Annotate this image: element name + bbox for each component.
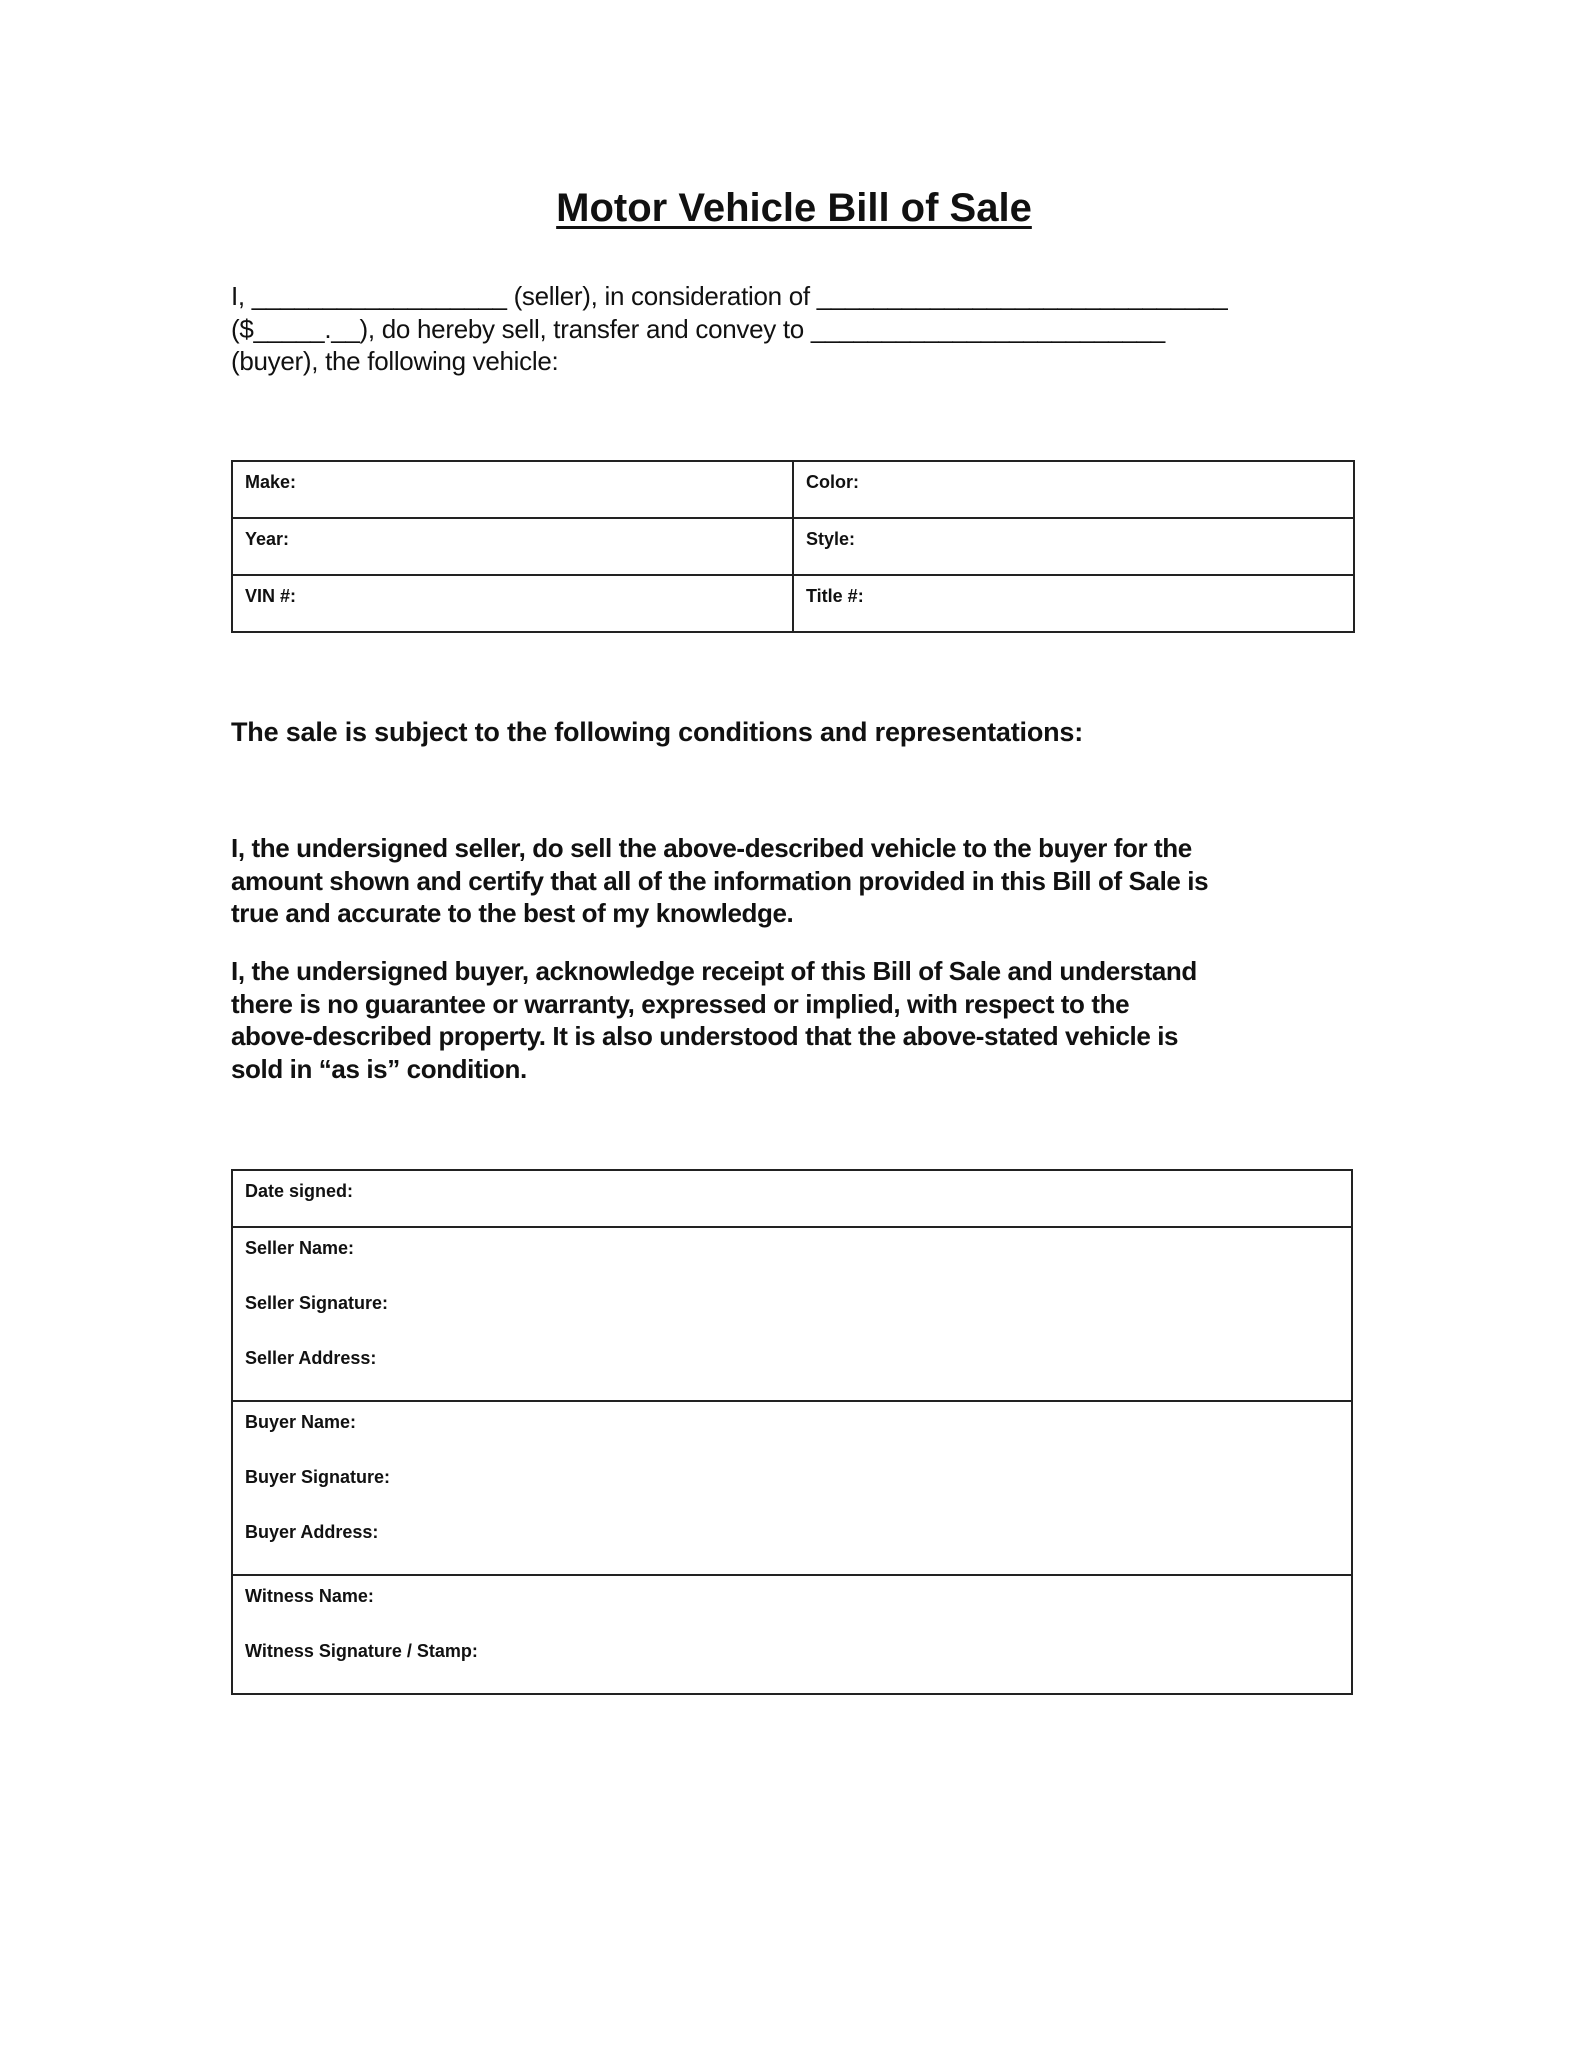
paragraph-line: I, the undersigned buyer, acknowledge receipt of this Bill of Sale and understand	[231, 956, 1197, 986]
intro-paragraph	[231, 280, 1227, 378]
paragraph-line: above-described property. It is also understood that the above-stated vehicle is	[231, 1021, 1179, 1051]
seller-signature-field[interactable]: Seller Signature:	[245, 1293, 389, 1313]
buyer-section	[232, 1401, 1352, 1575]
conditions-heading: The sale is subject to the following conditions and representations:	[231, 717, 1084, 747]
seller-name-field[interactable]: Seller Name:	[245, 1238, 355, 1258]
color-field[interactable]: Color:	[793, 461, 1354, 518]
intro-line: (buyer), the following vehicle:	[231, 346, 559, 376]
witness-section	[232, 1575, 1352, 1694]
seller-address-field[interactable]: Seller Address:	[245, 1348, 377, 1368]
paragraph-line: there is no guarantee or warranty, expressed or implied, with respect to the	[231, 988, 1130, 1019]
intro-line: ($_____.__), do hereby sell, transfer and convey to _________________________	[231, 313, 1165, 344]
vehicle-table	[231, 460, 1355, 633]
buyer-address-field[interactable]: Buyer Address:	[245, 1522, 379, 1542]
paragraph-line: sold in “as is” condition.	[231, 1053, 527, 1084]
date-section	[232, 1170, 1352, 1227]
buyer-name-field[interactable]: Buyer Name:	[245, 1412, 357, 1432]
date-cell	[232, 1170, 1352, 1227]
paragraph-line: I, the undersigned seller, do sell the above-described vehicle to the buyer for the	[231, 833, 1192, 863]
intro-line: I, __________________ (seller), in consideration of _____________________________	[231, 281, 1228, 311]
buyer-signature-field[interactable]: Buyer Signature:	[245, 1467, 391, 1487]
title-text: Motor Vehicle Bill of Sale	[556, 186, 1032, 230]
make-field[interactable]: Make:	[232, 461, 793, 518]
buyer-cell	[232, 1401, 1352, 1575]
title-number-field[interactable]: Title #:	[793, 575, 1354, 632]
witness-name-field[interactable]: Witness Name:	[245, 1586, 374, 1606]
seller-cell	[232, 1227, 1352, 1401]
paragraph-line: amount shown and certify that all of the information provided in this Bill of Sale is	[231, 865, 1209, 896]
vin-field[interactable]: VIN #:	[232, 575, 793, 632]
witness-cell	[232, 1575, 1352, 1694]
style-field[interactable]: Style:	[793, 518, 1354, 575]
table-row	[232, 575, 1354, 632]
date-signed-field[interactable]: Date signed:	[245, 1181, 354, 1201]
witness-signature-field[interactable]: Witness Signature / Stamp:	[245, 1641, 478, 1661]
table-row	[232, 461, 1354, 518]
seller-paragraph	[231, 832, 1208, 930]
signature-table	[231, 1169, 1353, 1695]
paragraph-line: true and accurate to the best of my knowledge.	[231, 898, 794, 928]
seller-section	[232, 1227, 1352, 1401]
year-field[interactable]: Year:	[232, 518, 793, 575]
table-row	[232, 518, 1354, 575]
buyer-paragraph	[231, 955, 1197, 1085]
document-title	[0, 186, 1588, 231]
